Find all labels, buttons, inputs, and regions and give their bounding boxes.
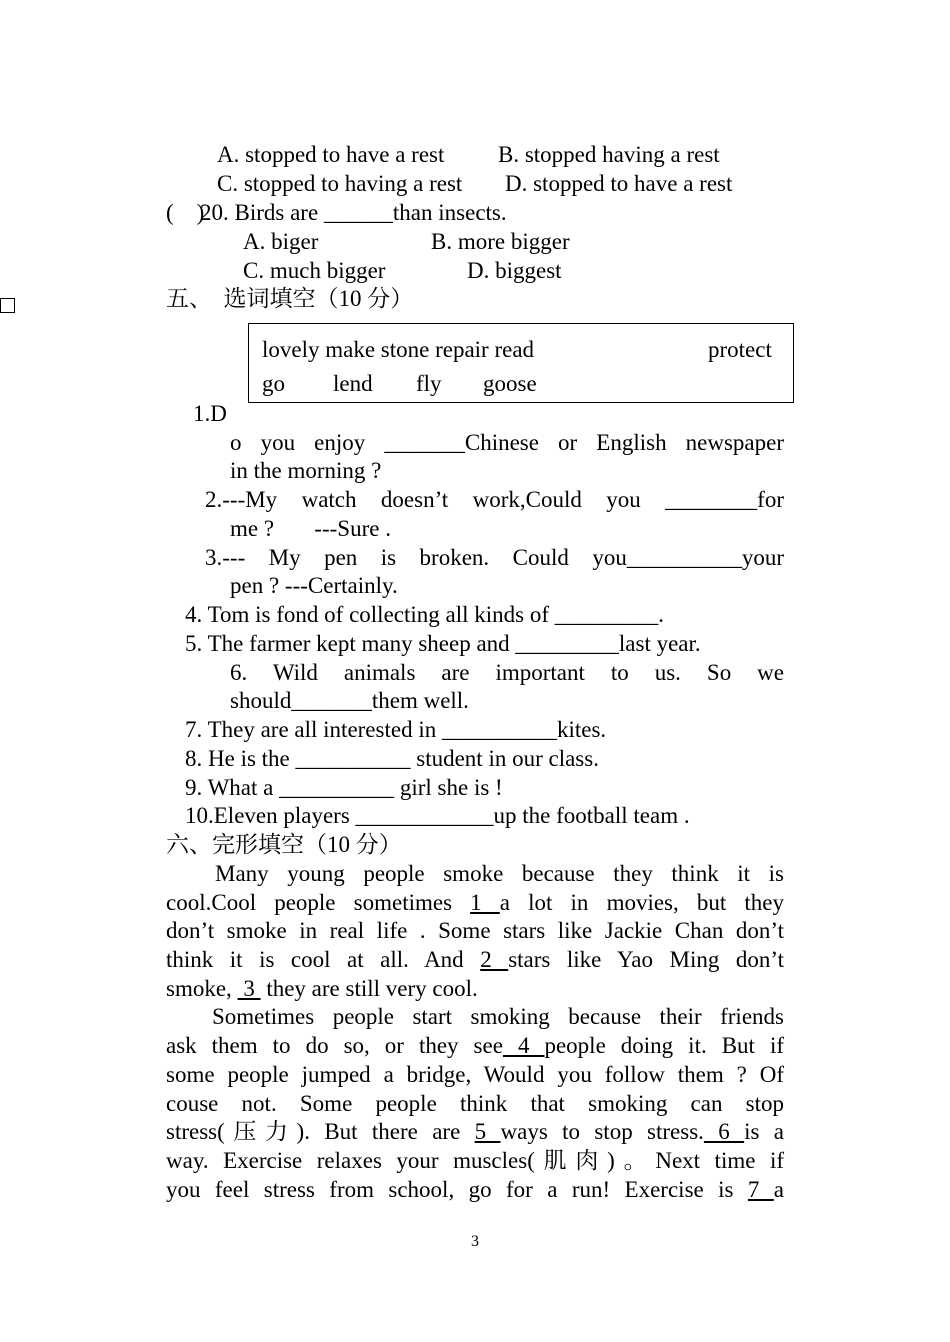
cloze-p2-line4: couse not. Some people think that smoking can stop <box>166 1091 784 1116</box>
q7: 7. They are all interested in __________kites. <box>185 717 607 742</box>
section6-title: 六、完形填空（10 分） <box>166 832 402 857</box>
q20-answer-paren: ( ) <box>166 200 205 225</box>
cloze-p1-line5: smoke, 3 they are still very cool. <box>166 976 478 1001</box>
cloze-blank-3: 3 <box>237 976 261 1001</box>
q20-option-c: C. much bigger <box>243 258 386 283</box>
q1-line1: o you enjoy _______Chinese or English newspaper <box>230 430 784 455</box>
q20-option-a: A. biger <box>243 229 319 254</box>
word-bank-goose: goose <box>483 371 537 396</box>
word-bank-row1: lovely make stone repair read <box>262 337 535 362</box>
cloze-p2-line2: ask them to do so, or they see 4 people doing it. But if <box>166 1033 785 1058</box>
q1-line2: in the morning ? <box>230 458 382 483</box>
cloze-blank-4: 4 <box>502 1033 545 1058</box>
q6-line1: 6. Wild animals are important to us. So we <box>230 660 784 685</box>
section5-title: 五、 选词填空（10 分） <box>166 286 414 311</box>
cloze-blank-5: 5 <box>474 1119 501 1144</box>
page-number: 3 <box>471 1233 479 1250</box>
word-bank-protect: protect <box>708 337 772 362</box>
q19-option-b: B. stopped having a rest <box>498 142 720 167</box>
cloze-p2-line7: you feel stress from school, go for a run! Exercise is 7 a <box>166 1177 784 1202</box>
q2-line2: me ? ---Sure . <box>230 516 391 541</box>
q4: 4. Tom is fond of collecting all kinds of _________. <box>185 602 665 627</box>
cloze-p1-line1: Many young people smoke because they think it is <box>215 861 784 886</box>
cloze-blank-1: 1 <box>470 890 500 915</box>
q19-option-a: A. stopped to have a rest <box>217 142 445 167</box>
q6-line2: should_______them well. <box>230 688 469 713</box>
word-bank-go: go <box>262 371 285 396</box>
q8: 8. He is the __________ student in our class. <box>185 746 599 771</box>
cloze-p2-line6: way. Exercise relaxes your muscles(肌肉)。Next time if <box>166 1148 784 1173</box>
word-bank-fly: fly <box>416 371 442 396</box>
q20-stem: 20. Birds are ______than insects. <box>200 200 507 225</box>
word-bank-lend: lend <box>333 371 373 396</box>
q19-option-c: C. stopped to having a rest <box>217 171 463 196</box>
q5: 5. The farmer kept many sheep and _________last year. <box>185 631 701 656</box>
q20-option-d: D. biggest <box>467 258 562 283</box>
cloze-p1-line2: cool.Cool people sometimes 1 a lot in movies, but they <box>166 890 785 915</box>
q20-option-b: B. more bigger <box>431 229 570 254</box>
q1-number: 1.D <box>193 401 227 426</box>
cloze-p2-line1: Sometimes people start smoking because their friends <box>212 1004 784 1029</box>
q3-line2: pen ? ---Certainly. <box>230 573 398 598</box>
q3-line1: 3.--- My pen is broken. Could you__________your <box>205 545 784 570</box>
q19-option-d: D. stopped to have a rest <box>505 171 733 196</box>
cloze-blank-2: 2 <box>480 947 509 972</box>
cloze-p1-line3: don’t smoke in real life . Some stars like Jackie Chan don’t <box>166 918 784 943</box>
q10: 10.Eleven players ____________up the football team . <box>185 803 690 828</box>
q9: 9. What a __________ girl she is ! <box>185 775 503 800</box>
q2-line1: 2.---My watch doesn’t work,Could you ________for <box>205 487 784 512</box>
margin-box-icon <box>0 298 15 313</box>
cloze-blank-7: 7 <box>747 1177 774 1202</box>
cloze-p2-line3: some people jumped a bridge, Would you follow them ? Of <box>166 1062 784 1087</box>
cloze-p1-line4: think it is cool at all. And 2 stars like Yao Ming don’t <box>166 947 784 972</box>
cloze-blank-6: 6 <box>703 1119 745 1144</box>
cloze-p2-line5: stress(压力). But there are 5 ways to stop stress. 6 is a <box>166 1119 785 1144</box>
